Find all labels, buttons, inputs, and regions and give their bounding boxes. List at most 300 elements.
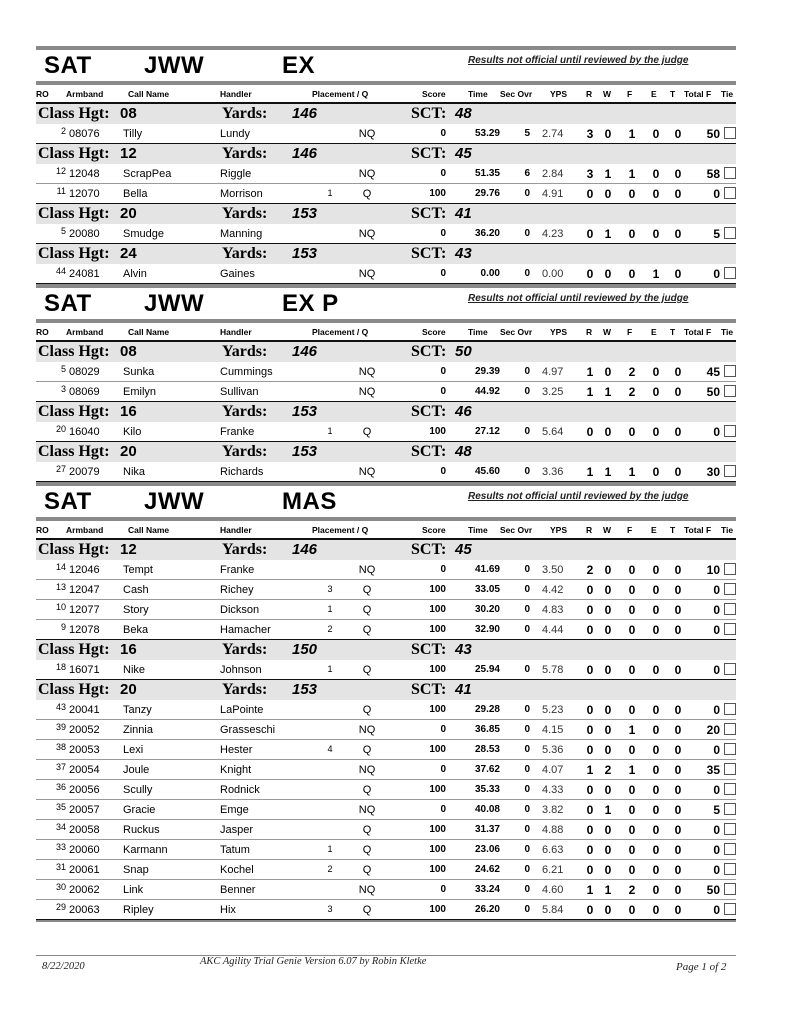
time: 27.12 (474, 426, 500, 437)
armband: 20080 (69, 228, 100, 240)
yards-value: 146 (292, 105, 318, 122)
wrong-courses: 0 (604, 663, 612, 677)
section-title-row (36, 50, 736, 81)
time: 0.00 (480, 268, 500, 279)
column-header-placement-q: Placement / Q (312, 327, 369, 337)
handler-name: Morrison (220, 188, 263, 200)
placement: 2 (327, 864, 333, 874)
placement: 1 (327, 188, 333, 198)
score: 100 (429, 844, 446, 855)
class-name: JWW (144, 52, 205, 79)
column-header-ro: RO (36, 525, 49, 535)
tie-checkbox[interactable] (724, 863, 736, 875)
handler-name: Gaines (220, 268, 255, 280)
tie-checkbox[interactable] (724, 903, 736, 915)
score: 0 (440, 168, 446, 179)
class-level: EX (282, 52, 316, 79)
tie-checkbox[interactable] (724, 883, 736, 895)
height-group-header (36, 342, 736, 362)
tie-checkbox[interactable] (724, 843, 736, 855)
column-header-total-f: Total F (684, 89, 712, 99)
column-header-placement-q: Placement / Q (312, 89, 369, 99)
placement: 4 (327, 744, 333, 754)
yards-per-second: 4.91 (542, 188, 564, 200)
seconds-over: 0 (524, 564, 530, 575)
score: 100 (429, 584, 446, 595)
eliminations: 0 (652, 227, 660, 241)
seconds-over: 0 (524, 744, 530, 755)
run-order: 36 (55, 782, 66, 792)
faults: 0 (628, 783, 636, 797)
run-order: 9 (60, 622, 66, 632)
tie-checkbox[interactable] (724, 663, 736, 675)
seconds-over: 6 (524, 168, 530, 179)
column-header-f: F (627, 525, 633, 535)
handler-name: Riggle (220, 168, 252, 180)
armband: 08076 (69, 128, 100, 140)
faults: 0 (628, 903, 636, 917)
refusals: 1 (586, 465, 594, 479)
qualify-status: NQ (358, 268, 376, 280)
total-faults: 35 (706, 763, 720, 777)
yards-value: 146 (292, 145, 318, 162)
wrong-courses: 1 (604, 465, 612, 479)
time: 28.53 (474, 744, 500, 755)
armband: 20062 (69, 884, 100, 896)
time: 25.94 (474, 664, 500, 675)
score: 0 (440, 228, 446, 239)
call-name: Link (123, 884, 144, 896)
column-header-total-f: Total F (684, 525, 712, 535)
faults: 0 (628, 187, 636, 201)
placement: 1 (327, 664, 333, 674)
call-name: Smudge (123, 228, 164, 240)
tie-checkbox[interactable] (724, 127, 736, 139)
table-faults: 0 (674, 743, 682, 757)
wrong-courses: 0 (604, 563, 612, 577)
tie-checkbox[interactable] (724, 783, 736, 795)
column-header-r: R (586, 327, 593, 337)
call-name: Ripley (123, 904, 154, 916)
call-name: Joule (123, 764, 150, 776)
wrong-courses: 0 (604, 863, 612, 877)
wrong-courses: 0 (604, 843, 612, 857)
time: 23.06 (474, 844, 500, 855)
handler-name: Hester (220, 744, 253, 756)
handler-name: Rodnick (220, 784, 260, 796)
total-faults: 0 (713, 663, 720, 677)
tie-checkbox[interactable] (724, 803, 736, 815)
column-header-total-f: Total F (684, 327, 712, 337)
score: 100 (429, 426, 446, 437)
sct-value: 50 (455, 343, 472, 360)
call-name: Nika (123, 466, 146, 478)
tie-checkbox[interactable] (724, 583, 736, 595)
tie-checkbox[interactable] (724, 603, 736, 615)
wrong-courses: 1 (604, 803, 612, 817)
refusals: 0 (586, 267, 594, 281)
result-row (36, 164, 736, 184)
trial-name: SAT (44, 488, 92, 515)
footer-version: AKC Agility Trial Genie Version 6.07 by Robin Kletke (200, 956, 427, 967)
yards-label: Yards: (222, 443, 268, 460)
call-name: Alvin (123, 268, 147, 280)
eliminations: 0 (652, 603, 660, 617)
yards-per-second: 4.97 (542, 366, 564, 378)
total-faults: 10 (706, 563, 720, 577)
eliminations: 0 (652, 903, 660, 917)
yards-per-second: 2.84 (542, 168, 564, 180)
armband: 16071 (69, 664, 100, 676)
score: 100 (429, 824, 446, 835)
eliminations: 0 (652, 703, 660, 717)
qualify-status: Q (362, 426, 372, 438)
call-name: Karmann (123, 844, 168, 856)
class-height-value: 16 (120, 641, 137, 658)
total-faults: 0 (713, 267, 720, 281)
eliminations: 0 (652, 623, 660, 637)
wrong-courses: 0 (604, 723, 612, 737)
qualify-status: Q (362, 584, 372, 596)
tie-checkbox[interactable] (724, 227, 736, 239)
total-faults: 0 (713, 603, 720, 617)
time: 29.28 (474, 704, 500, 715)
result-row (36, 560, 736, 580)
yards-label: Yards: (222, 245, 268, 262)
column-header-t: T (670, 327, 676, 337)
qualify-status: Q (362, 784, 372, 796)
yards-per-second: 4.42 (542, 584, 564, 596)
refusals: 0 (586, 623, 594, 637)
result-row (36, 600, 736, 620)
run-order: 5 (60, 226, 66, 236)
table-faults: 0 (674, 803, 682, 817)
handler-name: Jasper (220, 824, 254, 836)
tie-checkbox[interactable] (724, 385, 736, 397)
yards-value: 146 (292, 343, 318, 360)
total-faults: 0 (713, 743, 720, 757)
yards-per-second: 4.07 (542, 764, 564, 776)
eliminations: 0 (652, 583, 660, 597)
score: 100 (429, 704, 446, 715)
column-header-call-name: Call Name (128, 89, 170, 99)
faults: 0 (628, 843, 636, 857)
yards-label: Yards: (222, 105, 268, 122)
call-name: ScrapPea (123, 168, 172, 180)
total-faults: 50 (706, 883, 720, 897)
wrong-courses: 0 (604, 187, 612, 201)
eliminations: 0 (652, 127, 660, 141)
handler-name: Sullivan (220, 386, 259, 398)
eliminations: 0 (652, 563, 660, 577)
tie-checkbox[interactable] (724, 167, 736, 179)
eliminations: 0 (652, 803, 660, 817)
yards-per-second: 4.88 (542, 824, 564, 836)
armband: 20054 (69, 764, 100, 776)
wrong-courses: 0 (604, 425, 612, 439)
wrong-courses: 0 (604, 583, 612, 597)
column-headers (36, 521, 736, 540)
total-faults: 30 (706, 465, 720, 479)
refusals: 3 (586, 167, 594, 181)
refusals: 0 (586, 425, 594, 439)
refusals: 0 (586, 843, 594, 857)
refusals: 1 (586, 883, 594, 897)
result-row (36, 800, 736, 820)
class-height-label: Class Hgt: (38, 403, 110, 420)
column-header-t: T (670, 525, 676, 535)
table-faults: 0 (674, 623, 682, 637)
qualify-status: NQ (358, 466, 376, 478)
armband: 20060 (69, 844, 100, 856)
handler-name: Franke (220, 426, 255, 438)
placement: 3 (327, 904, 333, 914)
score: 100 (429, 784, 446, 795)
class-section (36, 46, 736, 284)
faults: 1 (628, 465, 636, 479)
table-faults: 0 (674, 465, 682, 479)
tie-checkbox[interactable] (724, 723, 736, 735)
eliminations: 0 (652, 823, 660, 837)
handler-name: Emge (220, 804, 249, 816)
height-group-header (36, 204, 736, 224)
faults: 0 (628, 703, 636, 717)
time: 53.29 (474, 128, 500, 139)
total-faults: 45 (706, 365, 720, 379)
tie-checkbox[interactable] (724, 365, 736, 377)
score: 0 (440, 804, 446, 815)
placement: 3 (327, 584, 333, 594)
run-order: 29 (55, 902, 66, 912)
call-name: Tilly (123, 128, 143, 140)
armband: 12046 (69, 564, 100, 576)
refusals: 3 (586, 127, 594, 141)
refusals: 1 (586, 385, 594, 399)
time: 32.90 (474, 624, 500, 635)
run-order: 12 (55, 166, 66, 176)
table-faults: 0 (674, 703, 682, 717)
column-header-sec-ovr: Sec Ovr (500, 327, 533, 337)
armband: 20058 (69, 824, 100, 836)
seconds-over: 5 (524, 128, 530, 139)
qualify-status: Q (362, 188, 372, 200)
faults: 0 (628, 227, 636, 241)
wrong-courses: 0 (604, 365, 612, 379)
seconds-over: 0 (524, 904, 530, 915)
qualify-status: NQ (358, 724, 376, 736)
total-faults: 0 (713, 843, 720, 857)
time: 44.92 (474, 386, 500, 397)
table-faults: 0 (674, 425, 682, 439)
run-order: 27 (55, 464, 66, 474)
class-height-value: 24 (120, 245, 137, 262)
trial-name: SAT (44, 290, 92, 317)
height-group-header (36, 104, 736, 124)
sct-value: 43 (455, 641, 472, 658)
tie-checkbox[interactable] (724, 743, 736, 755)
class-name: JWW (144, 488, 205, 515)
trial-name: SAT (44, 52, 92, 79)
class-height-value: 16 (120, 403, 137, 420)
yards-value: 150 (292, 641, 318, 658)
yards-per-second: 5.23 (542, 704, 564, 716)
tie-checkbox[interactable] (724, 763, 736, 775)
result-row (36, 620, 736, 640)
seconds-over: 0 (524, 268, 530, 279)
result-row (36, 264, 736, 284)
column-header-yps: YPS (550, 525, 568, 535)
column-header-tie: Tie (721, 89, 734, 99)
unofficial-notice: Results not official until reviewed by the judge (468, 491, 689, 502)
seconds-over: 0 (524, 584, 530, 595)
section-bottom-rule (36, 920, 736, 922)
handler-name: Hix (220, 904, 236, 916)
column-header-handler: Handler (220, 525, 252, 535)
armband: 24081 (69, 268, 100, 280)
class-height-value: 12 (120, 541, 137, 558)
run-order: 10 (55, 602, 66, 612)
call-name: Tanzy (123, 704, 152, 716)
refusals: 0 (586, 663, 594, 677)
run-order: 31 (55, 862, 66, 872)
unofficial-notice: Results not official until reviewed by the judge (468, 293, 689, 304)
yards-per-second: 5.36 (542, 744, 564, 756)
refusals: 0 (586, 743, 594, 757)
armband: 12048 (69, 168, 100, 180)
class-height-label: Class Hgt: (38, 443, 110, 460)
qualify-status: NQ (358, 366, 376, 378)
score: 100 (429, 624, 446, 635)
wrong-courses: 0 (604, 623, 612, 637)
score: 0 (440, 564, 446, 575)
total-faults: 0 (713, 903, 720, 917)
results-page (36, 46, 736, 922)
tie-checkbox[interactable] (724, 465, 736, 477)
faults: 0 (628, 623, 636, 637)
faults: 1 (628, 723, 636, 737)
column-header-f: F (627, 327, 633, 337)
sct-value: 45 (455, 145, 472, 162)
faults: 0 (628, 267, 636, 281)
call-name: Snap (123, 864, 149, 876)
seconds-over: 0 (524, 188, 530, 199)
class-height-value: 08 (120, 343, 137, 360)
yards-label: Yards: (222, 681, 268, 698)
class-height-value: 12 (120, 145, 137, 162)
total-faults: 0 (713, 187, 720, 201)
yards-label: Yards: (222, 343, 268, 360)
yards-value: 153 (292, 245, 318, 262)
run-order: 2 (60, 126, 66, 136)
tie-checkbox[interactable] (724, 623, 736, 635)
placement: 1 (327, 426, 333, 436)
sct-value: 48 (455, 443, 472, 460)
time: 45.60 (474, 466, 500, 477)
armband: 16040 (69, 426, 100, 438)
tie-checkbox[interactable] (724, 267, 736, 279)
run-order: 5 (60, 364, 66, 374)
tie-checkbox[interactable] (724, 703, 736, 715)
handler-name: Dickson (220, 604, 260, 616)
run-order: 11 (56, 186, 66, 196)
class-section (36, 482, 736, 920)
score: 100 (429, 864, 446, 875)
qualify-status: Q (362, 604, 372, 616)
refusals: 1 (586, 365, 594, 379)
column-header-yps: YPS (550, 89, 568, 99)
total-faults: 50 (706, 127, 720, 141)
table-faults: 0 (674, 365, 682, 379)
seconds-over: 0 (524, 228, 530, 239)
armband: 12047 (69, 584, 100, 596)
call-name: Kilo (123, 426, 142, 438)
refusals: 0 (586, 903, 594, 917)
call-name: Beka (123, 624, 149, 636)
armband: 20052 (69, 724, 100, 736)
faults: 1 (628, 763, 636, 777)
score: 100 (429, 604, 446, 615)
wrong-courses: 0 (604, 783, 612, 797)
wrong-courses: 1 (604, 385, 612, 399)
eliminations: 1 (652, 267, 660, 281)
seconds-over: 0 (524, 426, 530, 437)
class-height-label: Class Hgt: (38, 145, 110, 162)
tie-checkbox[interactable] (724, 187, 736, 199)
tie-checkbox[interactable] (724, 563, 736, 575)
eliminations: 0 (652, 465, 660, 479)
eliminations: 0 (652, 883, 660, 897)
result-row (36, 382, 736, 402)
column-header-handler: Handler (220, 327, 252, 337)
total-faults: 0 (713, 783, 720, 797)
seconds-over: 0 (524, 704, 530, 715)
seconds-over: 0 (524, 844, 530, 855)
table-faults: 0 (674, 167, 682, 181)
result-row (36, 900, 736, 920)
sct-value: 48 (455, 105, 472, 122)
column-header-armband: Armband (66, 327, 104, 337)
run-order: 44 (55, 266, 66, 276)
wrong-courses: 0 (604, 603, 612, 617)
height-group-header (36, 244, 736, 264)
tie-checkbox[interactable] (724, 823, 736, 835)
total-faults: 0 (713, 425, 720, 439)
yards-per-second: 3.82 (542, 804, 564, 816)
call-name: Nike (123, 664, 146, 676)
time: 30.20 (474, 604, 500, 615)
call-name: Ruckus (123, 824, 160, 836)
yards-label: Yards: (222, 145, 268, 162)
time: 31.37 (474, 824, 500, 835)
column-header-e: E (651, 525, 657, 535)
table-faults: 0 (674, 823, 682, 837)
armband: 12077 (69, 604, 100, 616)
result-row (36, 760, 736, 780)
seconds-over: 0 (524, 784, 530, 795)
yards-per-second: 4.60 (542, 884, 564, 896)
tie-checkbox[interactable] (724, 425, 736, 437)
eliminations: 0 (652, 843, 660, 857)
handler-name: Grasseschi (220, 724, 276, 736)
column-header-w: W (603, 327, 612, 337)
qualify-status: NQ (358, 884, 376, 896)
qualify-status: Q (362, 844, 372, 856)
column-header-call-name: Call Name (128, 525, 170, 535)
yards-per-second: 3.50 (542, 564, 564, 576)
sct-label: SCT: (411, 145, 447, 162)
time: 35.33 (474, 784, 500, 795)
result-row (36, 860, 736, 880)
